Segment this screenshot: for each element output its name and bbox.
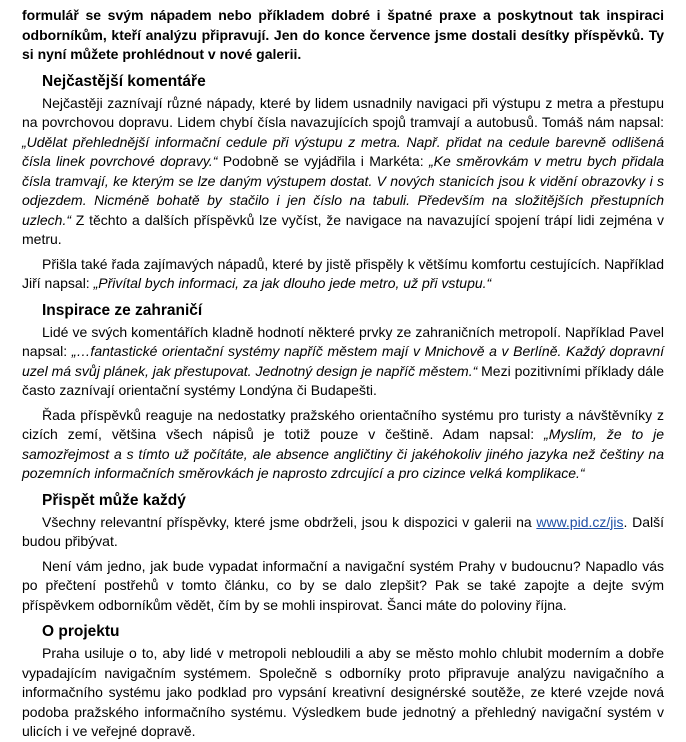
text: Lidé ve svých komentářích kladně hodnotí některé prvky ze zahraničních metropolí. Například Pavel napsal: — [22, 323, 664, 359]
contribute-paragraph-1 — [22, 513, 664, 552]
heading-contribute: Přispět může každý — [42, 491, 186, 509]
quote-jiri: „Přivítal bych informaci, za jak dlouho jede metro, už při vstupu.“ — [93, 275, 492, 291]
project-paragraph-1: Praha usiluje o to, aby lidé v metropoli nebloudili a aby se město mohlo chlubit moderním a dobře vypadajícím navigačním systémem. Společně s odborníky proto připravuje analýzu navigačního a informačního systému jako podklad pro vypsání kreativní designérské soutěže, ze které vzejde nová podoba pražského informačního systému. Výsledkem bude jednotný a přehledný navigační systém v ulicích i ve veřejné dopravě. — [22, 645, 664, 739]
heading-project: O projektu — [42, 623, 120, 640]
heading-inspiration: Inspirace ze zahraničí — [42, 301, 203, 319]
quote-marketa: „Ke směrovkám v metru bych přidala čísla tramvají, ke kterým se lze daným výstupem dostat. V nových stanicích jsou k vidění obrazovky i s odjezdem. Nicméně bohatě by stačilo i jen číslo na tabuli. Především na složitějších přestupních uzlech.“ — [22, 153, 665, 228]
intro-paragraph: formulář se svým nápadem nebo příkladem dobré i špatné praxe a poskytnout tak inspiraci odborníkům, kteří analýzu připravují. Jen do konce července jsme dostali desítky příspěvků. Ty si nyní můžete prohlédnout v nové galerii. — [22, 7, 664, 62]
text: Podobně se vyjádřila i Markéta: — [217, 153, 429, 169]
text: Nejčastěji zaznívají různé nápady, které by lidem usnadnily navigaci při výstupu z metra a přestupu na povrchovou dopravu. Lidem chybí čísla navazujících spojů tramvají a autobusů. Tomáš nám napsal: — [22, 94, 664, 130]
text: Všechny relevantní příspěvky, které jsme obdrželi, jsou k dispozici v galerii na — [42, 513, 537, 530]
comments-paragraph-2 — [22, 255, 664, 294]
comments-paragraph-1 — [22, 94, 664, 250]
quote-pavel: „…fantastické orientační systémy napříč městem mají v Mnichově a v Berlíně. Každý dopravní uzel má svůj plánek, jak přestupovat. Jednotný design je napříč městem.“ — [22, 343, 664, 379]
heading-comments: Nejčastější komentáře — [42, 72, 206, 90]
text: . Další budou přibývat. — [22, 513, 664, 549]
text: Řada příspěvků reaguje na nedostatky pražského orientačního systému pro turisty a návštěvníky z cizích zemí, většina všech nápisů je totiž pouze v češtině. Adam napsal: — [22, 406, 664, 442]
inspiration-paragraph-1 — [22, 323, 664, 401]
text: Přišla také řada zajímavých nápadů, které by jistě přispěly k většímu komfortu cestujících. Například Jiří napsal: — [22, 255, 664, 291]
gallery-link[interactable]: www.pid.cz/jis — [536, 513, 624, 530]
text: Mezi pozitivními příklady dále často zaznívají orientační systémy Londýna či Budapešti. — [22, 362, 664, 398]
quote-tomas: „Udělat přehlednější informační cedule při výstupu z metra. Např. přidat na cedule barevně odlišená čísla linek povrchové dopravy.“ — [22, 133, 664, 169]
contribute-paragraph-2: Není vám jedno, jak bude vypadat informační a navigační systém Prahy v budoucnu? Napadlo vás po přečtení postřehů v tomto článku, co by se dalo zlepšit? Pak se také zapojte a dejte svým příspěvkem odborníkům vědět, čím by se mohli inspirovat. Šanci máte do poloviny října. — [22, 557, 664, 613]
quote-adam: „Myslím, že to je samozřejmost a s tímto už počítáte, ale absence angličtiny či jakéhokoliv jiného jazyka než češtiny na pozemních informačních směrovkách je naprosto zdrcující a pro cizince velká komplikace.“ — [22, 426, 664, 481]
inspiration-paragraph-2 — [22, 406, 664, 484]
text: Z těchto a dalších příspěvků lze vyčíst, že navigace na navazující spojení trápí lidi zejména v metru. — [22, 211, 664, 247]
